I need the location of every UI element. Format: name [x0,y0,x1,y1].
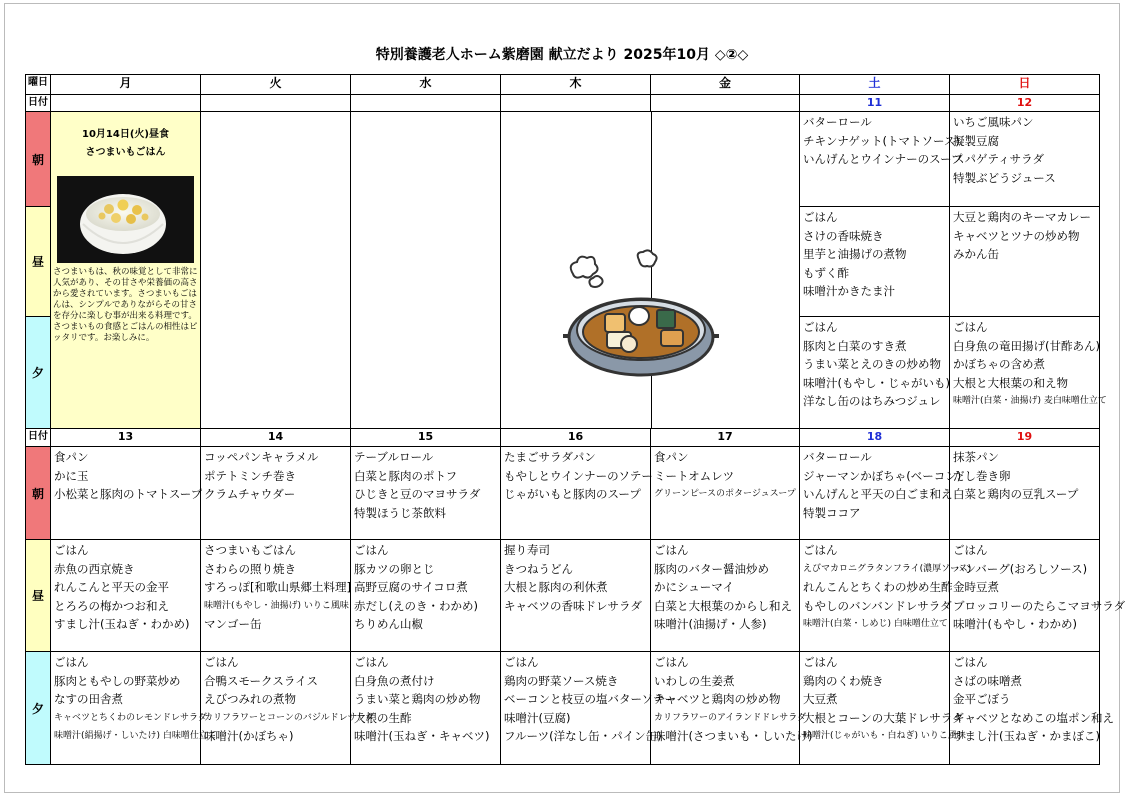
date-label-text: 日付 [28,431,48,442]
menu-item: ごはん [953,543,988,557]
meal-label-lunch [25,539,51,652]
menu-item: さつまいもごはん [204,543,296,557]
menu-item: かに玉 [54,468,89,483]
menu-item: 味噌汁(白菜・油揚げ) 麦白味噌仕立て [953,396,1107,407]
date-label-text: 日付 [28,97,48,108]
menu-item: キャベツの香味ドレサラダ [504,598,642,613]
menu-cell-mon-dinner [50,651,217,765]
menu-item: さばの味噌煮 [953,673,1022,688]
meal-label-breakfast [25,446,51,540]
menu-item: グリーンピースのポタージュスープ [654,489,796,500]
menu-item: 大根の生酢 [354,710,412,725]
menu-item: 味噌汁(もやし・油揚げ) いりこ風味 [204,600,349,611]
menu-item: れんこんと平天の金平 [54,580,169,595]
menu-item: なすの田舎煮 [54,692,123,707]
menu-item: カリフラワーのアイランドドレサラダ [654,712,807,723]
featured-dish-panel [50,111,201,429]
menu-cell-wed-lunch [350,539,501,652]
date-number: 15 [417,430,434,443]
menu-item: バターロール [803,450,872,464]
menu-item: 擬製豆腐 [953,133,999,148]
date-number: 18 [866,430,883,443]
menu-item: 鶏肉の野菜ソース焼き [504,673,619,688]
menu-item: だし巻き卵 [953,468,1011,483]
menu-item: キャベツとなめこの塩ポン和え [953,710,1114,725]
menu-item: 豚肉のバター醤油炒め [654,561,769,576]
date-cell [650,94,800,112]
day-header-mon [50,74,201,95]
menu-item: 味噌汁(もやし・じゃがいも) [803,375,950,390]
featured-dish-photo [57,176,194,263]
menu-item: もやしとウインナーのソテー [504,468,653,483]
menu-cell-thu-breakfast [500,446,651,540]
menu-cell-sat-breakfast [799,446,962,540]
menu-item: チキンナゲット(トマトソース) [803,133,960,148]
menu-item: キャベツとちくわのレモンドレサラダ [54,712,207,723]
day-header-thu [500,74,651,95]
menu-item: ひじきと豆のマヨサラダ [354,487,481,502]
menu-item: 赤だし(えのき・わかめ) [354,598,478,613]
hotpot-illustration [561,252,721,387]
date-cell [200,428,351,447]
menu-item: ごはん [953,320,988,334]
menu-item: もずく酢 [803,265,849,280]
empty-cell-tue [200,111,351,429]
menu-cell-tue-lunch [200,539,351,652]
menu-item: ごはん [803,320,838,334]
menu-item: 大根と大根葉の和え物 [953,375,1068,390]
featured-dish-description: さつまいもは、秋の味覚として非常に人気があり、その甘さや栄養価の高さから愛されています。さつまいもごはんは、シンプルでありながらその甘さを存分に楽しむ事が出来る料理です。さつまいもの食感とごはんの相性はピッタリです。お楽しみに。 [53,267,198,343]
menu-item: 味噌汁(じゃがいも・白ねぎ) いりこ風味 [803,731,966,742]
meal-label-text: 朝 [31,486,44,501]
menu-item: マンゴー缶 [204,617,262,632]
date-cell [949,428,1100,447]
date-number: 14 [267,430,284,443]
date-cell [799,428,950,447]
menu-item: 味噌汁(玉ねぎ・キャベツ) [354,729,490,744]
menu-item: えびつみれの煮物 [204,692,296,707]
menu-item: 豚肉と白菜のすき煮 [803,338,907,353]
menu-cell-sun-dinner [949,651,1114,765]
meal-label-text: 夕 [31,366,44,380]
menu-item: 大豆煮 [803,692,838,707]
menu-item: 大豆と鶏肉のキーマカレー [953,210,1091,224]
meal-label-text: 朝 [31,152,44,167]
date-number: 11 [866,96,883,109]
menu-item: 特製ぶどうジュース [953,170,1056,185]
menu-item: ごはん [654,543,689,557]
date-cell [50,94,201,112]
menu-item: みかん缶 [953,247,999,262]
date-number: 12 [1016,96,1033,109]
menu-item: えびマカロニグラタンフライ(濃厚ソース) [803,563,972,574]
menu-item: バターロール [803,115,872,129]
menu-item: 鶏肉のくわ焼き [803,673,884,688]
menu-item: ごはん [354,543,389,557]
meal-label-lunch [25,206,51,317]
menu-cell-sat-lunch [799,206,950,317]
date-number: 19 [1016,430,1033,443]
menu-cell-sun-breakfast [949,111,1100,207]
menu-item: すまし汁(玉ねぎ・わかめ) [54,617,190,632]
menu-item: うまい菜と鶏肉の炒め物 [354,692,481,707]
meal-label-dinner [25,316,51,429]
menu-item: ごはん [54,543,89,557]
date-number: 16 [567,430,584,443]
menu-item: 豚肉ともやしの野菜炒め [54,673,181,688]
menu-item: ジャーマンかぼちゃ(ベーコン) [803,468,962,483]
menu-item: すろっぽ[和歌山県郷土料理] [204,580,351,595]
menu-item: 里芋と油揚げの煮物 [803,247,907,262]
menu-item: 白菜と豚肉のポトフ [354,468,458,483]
menu-item: 白身魚の煮付け [354,673,435,688]
menu-cell-thu-dinner [500,651,677,765]
menu-cell-wed-breakfast [350,446,501,540]
menu-item: ごはん [953,655,988,669]
date-cell [500,428,651,447]
menu-item: 白菜と大根葉のからし和え [654,598,792,613]
menu-cell-sun-lunch [949,539,1125,652]
menu-item: すまし汁(玉ねぎ・かまぼこ) [953,729,1100,744]
menu-item: 味噌汁(さつまいも・しいたけ) [654,729,813,744]
menu-cell-thu-lunch [500,539,651,652]
date-cell [50,428,201,447]
menu-item: れんこんとちくわの炒め生酢 [803,580,953,595]
menu-item: ごはん [803,655,838,669]
menu-item: 味噌汁(油揚げ・人参) [654,617,767,632]
menu-item: ごはん [803,210,838,224]
menu-cell-tue-dinner [200,651,375,765]
menu-item: 味噌汁(白菜・しめじ) 白味噌仕立て [803,619,948,630]
menu-item: 抹茶パン [953,450,999,464]
menu-item: もやしのバンバンドレサラダ [803,598,952,613]
menu-cell-sat-dinner [799,651,966,765]
menu-item: 味噌汁(もやし・わかめ) [953,617,1077,632]
menu-cell-fri-lunch [650,539,800,652]
page-title: 特別養護老人ホーム紫磨園 献立だより 2025年10月 ◇②◇ [375,47,749,63]
menu-item: ごはん [354,655,389,669]
date-cell [799,94,950,112]
menu-item: 味噌汁(絹揚げ・しいたけ) 白味噌仕立て [54,731,217,742]
date-cell [650,428,800,447]
menu-cell-sat-dinner [799,316,950,429]
day-name: 月 [119,76,132,90]
menu-item: フルーツ(洋なし缶・パイン缶) [504,729,662,744]
youbi-label-text: 曜日 [28,77,48,88]
menu-item: 食パン [54,450,89,464]
menu-item: 味噌汁かきたま汁 [803,284,895,299]
day-header-fri [650,74,800,95]
menu-cell-mon-breakfast [50,446,201,540]
day-name: 日 [1018,76,1031,90]
menu-item: いんげんとウインナーのスープ [803,152,963,167]
menu-item: ごはん [54,655,89,669]
menu-item: いわしの生姜煮 [654,673,735,688]
day-header-wed [350,74,501,95]
menu-item: いちご風味パン [953,115,1034,129]
featured-dish-name: さつまいもごはん [85,147,166,158]
menu-item: たまごサラダパン [504,450,596,464]
menu-item: ポテトミンチ巻き [204,468,296,483]
menu-item: 洋なし缶のはちみつジュレ [803,394,941,409]
menu-item: 金時豆煮 [953,580,999,595]
menu-item: 白身魚の竜田揚げ(甘酢あん) [953,338,1100,353]
menu-item: 特製ほうじ茶飲料 [354,505,446,520]
menu-item: とろろの梅かつお和え [54,598,169,613]
meal-label-breakfast [25,111,51,207]
menu-item: スパゲティサラダ [953,152,1044,167]
illustration-area [500,111,800,429]
menu-item: じゃがいもと豚肉のスープ [504,487,641,502]
meal-label-dinner [25,651,51,765]
menu-item: ハンバーグ(おろしソース) [953,561,1088,576]
menu-item: かにシューマイ [654,580,735,595]
menu-item: かぼちゃの含め煮 [953,357,1045,372]
menu-item: 大根とコーンの大葉ドレサラダ [803,710,964,725]
day-name: 土 [868,76,881,90]
featured-dish-date: 10月14日(火)昼食 [82,129,169,140]
date-label [25,428,51,447]
menu-item: 大根と豚肉の利休煮 [504,580,608,595]
menu-item: 赤魚の西京焼き [54,561,135,576]
date-cell [350,94,501,112]
menu-cell-sun-lunch [949,206,1100,317]
menu-item: カリフラワーとコーンのバジルドレサラダ [204,712,375,723]
menu-item: ごはん [204,655,239,669]
menu-item: ミートオムレツ [654,468,735,483]
menu-item: 小松菜と豚肉のトマトスープ [54,487,203,502]
menu-item: 味噌汁(豆腐) [504,710,571,725]
menu-item: さけの香味焼き [803,228,884,243]
menu-cell-sun-dinner [949,316,1107,429]
menu-cell-sat-breakfast [799,111,963,207]
menu-item: 豚カツの卵とじ [354,561,435,576]
menu-item: 特製ココア [803,505,861,520]
menu-cell-fri-dinner [650,651,813,765]
day-name: 水 [419,76,432,90]
date-cell [500,94,651,112]
menu-item: さわらの照り焼き [204,561,296,576]
date-cell [200,94,351,112]
menu-item: ブロッコリーのたらこマヨサラダ [953,598,1125,613]
menu-cell-wed-dinner [350,651,501,765]
menu-item: ごはん [654,655,689,669]
menu-item: 合鴨スモークスライス [204,673,318,688]
day-header-sun [949,74,1100,95]
day-name: 火 [269,76,282,90]
day-header-tue [200,74,351,95]
menu-item: 白菜と鶏肉の豆乳スープ [953,487,1079,502]
date-cell [350,428,501,447]
date-number: 13 [117,430,134,443]
day-header-sat [799,74,950,95]
menu-item: 味噌汁(かぼちゃ) [204,729,294,744]
date-cell [949,94,1100,112]
menu-item: コッペパンキャラメル [204,450,319,464]
menu-cell-tue-breakfast [200,446,351,540]
date-label [25,94,51,112]
menu-item: ベーコンと枝豆の塩バターソテー [504,692,677,707]
menu-item: キャベツとツナの炒め物 [953,228,1080,243]
menu-item: キャベツと鶏肉の炒め物 [654,692,781,707]
day-name: 金 [718,76,731,90]
menu-item: ごはん [803,543,838,557]
date-number: 17 [717,430,733,443]
menu-item: 高野豆腐のサイコロ煮 [354,580,468,595]
menu-cell-fri-breakfast [650,446,800,540]
meal-label-text: 昼 [31,589,44,603]
menu-item: ちりめん山椒 [354,617,423,632]
meal-label-text: 昼 [31,255,44,269]
menu-item: クラムチャウダー [204,487,296,502]
menu-cell-mon-lunch [50,539,201,652]
menu-item: 金平ごぼう [953,692,1011,707]
day-name: 木 [569,76,582,90]
menu-item: テーブルロール [354,450,434,464]
menu-cell-sun-breakfast [949,446,1100,540]
youbi-label [25,74,51,95]
menu-item: いんげんと平天の白ごま和え [803,487,953,502]
menu-cell-sat-lunch [799,539,972,652]
meal-label-text: 夕 [31,701,44,716]
menu-item: きつねうどん [504,561,573,576]
menu-item: うまい菜とえのきの炒め物 [803,357,941,372]
menu-item: 握り寿司 [504,543,550,557]
menu-item: 食パン [654,450,689,464]
menu-item: ごはん [504,655,539,669]
empty-cell-wed [350,111,501,429]
